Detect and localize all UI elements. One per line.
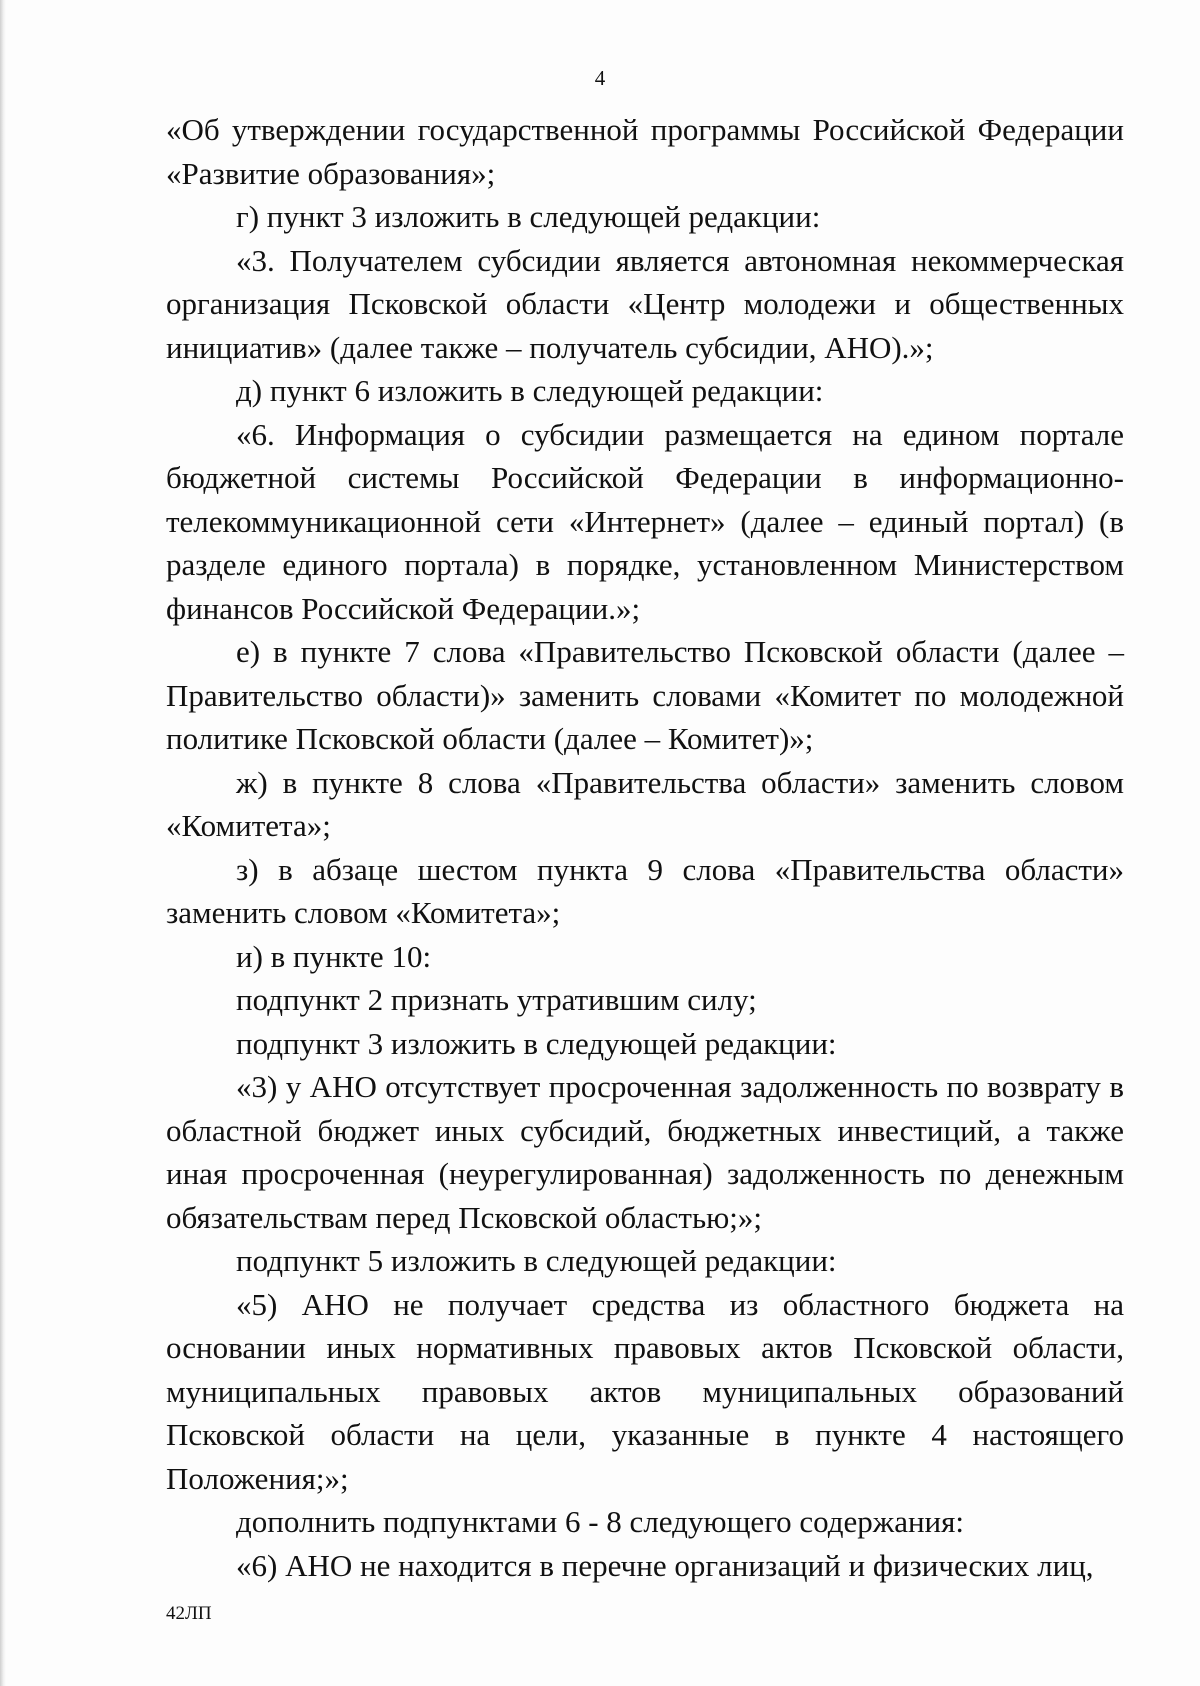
- paragraph: е) в пункте 7 слова «Правительство Псковской области (далее – Правительство области)» заменить словами «Комитет по молодежной политике Псковской области (далее – Комитет)»;: [166, 634, 1124, 756]
- paragraph: «6) АНО не находится в перечне организаций и физических лиц,: [236, 1547, 1094, 1583]
- paragraph: «5) АНО не получает средства из областного бюджета на основании иных нормативных правовых актов Псковской области, муниципальных правовых актов муниципальных образований Псковской области на цели, указанные в пункте 4 настоящего Положения;»;: [166, 1286, 1124, 1496]
- document-body: [166, 108, 1124, 1587]
- paragraph: и) в пункте 10:: [236, 938, 432, 974]
- paragraph: з) в абзаце шестом пункта 9 слова «Правительства области» заменить словом «Комитета»;: [166, 851, 1124, 930]
- paragraph: подпункт 3 изложить в следующей редакции:: [236, 1025, 837, 1061]
- paragraph: дополнить подпунктами 6 - 8 следующего содержания:: [236, 1504, 965, 1539]
- page-number: 4: [594, 66, 606, 90]
- paragraph: г) пункт 3 изложить в следующей редакции:: [236, 199, 821, 234]
- paragraph: подпункт 5 изложить в следующей редакции:: [236, 1243, 837, 1278]
- paragraph: «3) у АНО отсутствует просроченная задолженность по возврату в областной бюджет иных субсидий, бюджетных инвестиций, а также иная просроченная (неурегулированная) задолженность по денежным обязательствам перед Псковской областью;»;: [166, 1069, 1124, 1235]
- paragraph: д) пункт 6 изложить в следующей редакции:: [236, 373, 824, 408]
- paragraph: ж) в пункте 8 слова «Правительства области» заменить словом «Комитета»;: [166, 764, 1124, 843]
- footer-document-code: 42ЛП: [166, 1603, 212, 1624]
- paragraph: «6. Информация о субсидии размещается на едином портале бюджетной системы Российской Федерации в информационно-телекоммуникационной сети «Интернет» (далее – единый портал) (в разделе единого портала) в порядке, установленном Министерством финансов Российской Федерации.»;: [166, 416, 1124, 626]
- paragraph: подпункт 2 признать утратившим силу;: [236, 982, 757, 1017]
- paragraph: «3. Получателем субсидии является автономная некоммерческая организация Псковской области «Центр молодежи и общественных инициатив» (далее также – получатель субсидии, АНО).»;: [166, 242, 1124, 365]
- scan-edge: [0, 0, 6, 1686]
- paragraph: «Об утверждении государственной программы Российской Федерации «Развитие образования»;: [166, 112, 1124, 191]
